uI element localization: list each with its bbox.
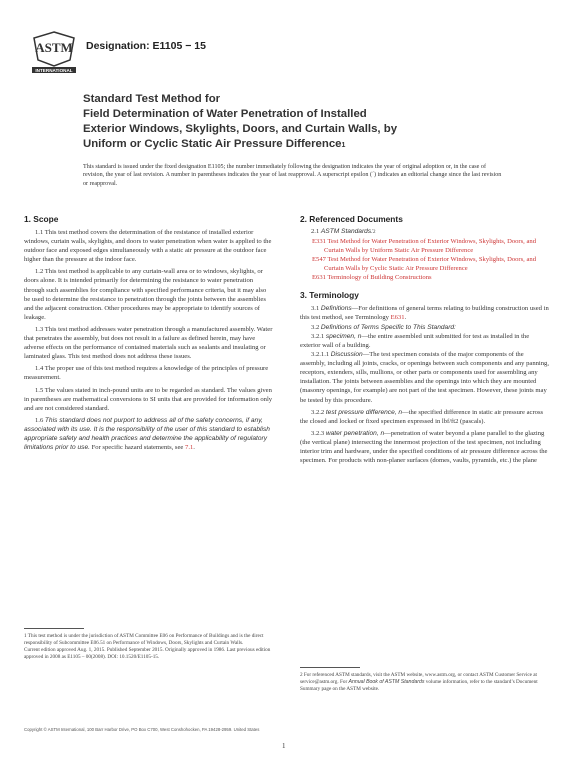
document-title: [83, 92, 503, 153]
svg-text:INTERNATIONAL: INTERNATIONAL: [35, 68, 73, 73]
paragraph-3-2-2: 3.2.2 test pressure difference, n—the specified difference in static air pressure across the closed and locked or fixed specimen expressed in lbf/ft2 (pascals).: [300, 408, 544, 425]
paragraph-1-6: 1.6 This standard does not purport to address all of the safety concerns, if any, associated with its use. It is the responsibility of the user of this standard to establish appropriate safety and health practices and determine the applicability of regulatory limitations prior to use. For specific hazard statements, see 7.1.: [24, 416, 270, 452]
designation: Designation: E1105 − 15: [86, 40, 206, 52]
reference-link-e547[interactable]: E547: [312, 256, 326, 264]
paragraph-1-5: 1.5 The values stated in inch-pound units are to be regarded as standard. The values given in parentheses are mathematical conversions to SI units that are provided for information only and are not considered standard.: [24, 386, 273, 412]
reference-item: E547 Test Method for Water Penetration of Exterior Windows, Skylights, Doors, and Curtain Walls by Cyclic Static Air Pressure Difference: [312, 256, 537, 273]
page-number: 1: [282, 742, 286, 750]
footnote-text: 1 This test method is under the jurisdiction of ASTM Committee E06 on Performance of Buildings and is the direct responsibility of Subcommittee E06.51 on Performance of Windows, Doors, Skylights and Curtain Walls.: [24, 633, 264, 646]
right-column: [300, 214, 550, 465]
paragraph-3-2-1: 3.2.1 specimen, n—the entire assembled unit submitted for test as installed in the exterior wall of a building.: [300, 332, 530, 349]
footnote-1: [24, 628, 274, 661]
paragraph-1-4: 1.4 The proper use of this test method requires a knowledge of the principles of pressure measurement.: [24, 365, 269, 382]
paragraph-1-3: 1.3 This test method addresses water penetration through a manufactured assembly. Water that penetrates the assembly, but does not result in a failure as defined herein, may have adverse effects on the performance of contained materials such as sealants and insulating or laminated glass. This test method does not address these issues.: [24, 325, 273, 361]
section-heading-scope: 1. Scope: [24, 214, 59, 224]
footnote-text: Current edition approved Aug. 1, 2015. Published September 2015. Originally approved in 1986. Last previous edition approved in 2008 as E1105 – 00(2008). DOI: 10.1520/E1105-15.: [24, 647, 271, 660]
link-7-1[interactable]: 7.1: [185, 444, 194, 452]
paragraph-1-2: 1.2 This test method is applicable to any curtain-wall area or to windows, skylights, or doors alone. It is intended primarily for determining the resistance to water penetration through such assemblies for compliance with specified performance criteria, but it may also be used to determine the resistance to penetration through the joints between the assemblies and the adjacent construction. Other procedures may be appropriate to identify sources of leakage.: [24, 268, 267, 321]
title-line: Uniform or Cyclic Static Air Pressure Difference1: [83, 138, 346, 150]
paragraph-2-1: 2.1 ASTM Standards:2: [311, 228, 376, 235]
link-e631[interactable]: E631: [390, 313, 405, 321]
reference-link-e631[interactable]: E631: [312, 274, 326, 282]
footnote-mark: 1: [341, 142, 346, 149]
title-line: Standard Test Method for: [83, 93, 221, 105]
astm-logo: [30, 30, 78, 74]
paragraph-3-2-3: 3.2.3 water penetration, n—penetration of water beyond a plane parallel to the glazing (the vertical plane) intersecting the innermost projection of the test specimen, not including interior trim and hardware, under the specified conditions of air pressure difference across the specimen. For products with non-planer surfaces (domes, vaults, pyramids, etc.) the plane: [300, 429, 548, 465]
paragraph-3-2: 3.2 Definitions of Terms Specific to This Standard:: [311, 323, 456, 331]
copyright-footer: Copyright © ASTM International, 100 Barr Harbor Drive, PO Box C700, West Conshohocken, PA 19428-2959. United States: [24, 727, 260, 732]
paragraph-3-1: 3.1 Definitions—For definitions of general terms relating to building construction used in this test method, see Terminology E631.: [300, 304, 549, 321]
section-heading-terminology: 3. Terminology: [300, 289, 359, 300]
title-line: Exterior Windows, Skylights, Doors, and Curtain Walls, by: [83, 123, 398, 135]
paragraph-3-2-1-1: 3.2.1.1 Discussion—The test specimen consists of the major components of the assembly, including all joints, cracks, or openings between such components and any panning, receptors, extenders, sills, mullions, or other parts or components used for assembling any installation. The joints between assemblies and the openings into which they are mounted (masonry openings, for example) are not part of the test specimen. However, these joints may be tested by this procedure.: [300, 351, 549, 404]
title-line: Field Determination of Water Penetration of Installed: [83, 108, 367, 120]
reference-link-e331[interactable]: E331: [312, 238, 326, 246]
paragraph-1-1: 1.1 This test method covers the determination of the resistance of installed exterior windows, curtain walls, skylights, and doors to water penetration when water is applied to the outdoor face and exposed edges simultaneously with a static air pressure at the outdoor face higher than the pressure at the indoor face.: [24, 229, 272, 264]
reference-item: E631 Terminology of Building Constructions: [312, 274, 432, 282]
footnote-2: [300, 667, 550, 693]
reference-item: E331 Test Method for Water Penetration of Exterior Windows, Skylights, Doors, and Curtain Walls by Uniform Static Air Pressure Difference: [312, 238, 537, 255]
section-heading-referenced-documents: 2. Referenced Documents: [300, 214, 403, 224]
svg-text:ASTM: ASTM: [35, 40, 73, 55]
standard-notice: This standard is issued under the fixed designation E1105; the number immediately following the designation indicates the year of original adoption or, in the case of revision, the year of last revision. A number in parentheses indicates the year of last reapproval. A superscript epsilon (´) indicates an editorial change since the last revision or reapproval.: [83, 164, 502, 187]
left-column: [24, 214, 274, 452]
footnote-text: 2 For referenced ASTM standards, visit the ASTM website, www.astm.org, or contact ASTM Customer Service at service@astm.org. For Annual Book of ASTM Standards volume information, refer to the standard’s Document Summary page on the ASTM website.: [300, 672, 538, 692]
